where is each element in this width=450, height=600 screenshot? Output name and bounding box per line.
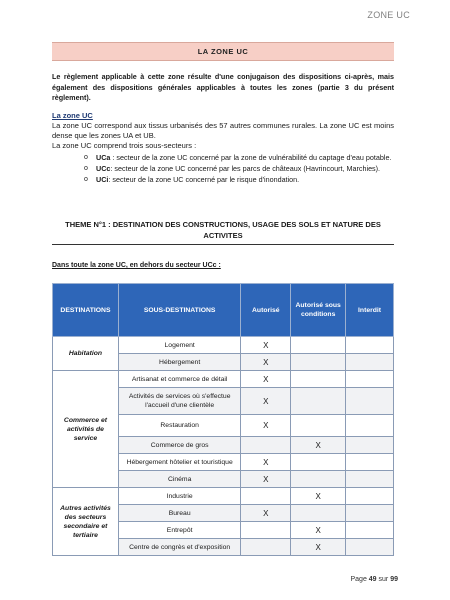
col-interdit: Interdit [346,284,394,337]
conditions-cell: X [291,522,346,539]
autorise-cell: X [241,388,291,415]
conditions-cell: X [291,488,346,505]
conditions-cell [291,388,346,415]
interdit-cell [346,437,394,454]
interdit-cell [346,371,394,388]
interdit-cell [346,505,394,522]
col-autorise: Autorisé [241,284,291,337]
subdestination-cell: Activités de services où s'effectue l'accueil d'une clientèle [118,388,240,415]
table-row [53,371,394,388]
autorise-cell: X [241,354,291,371]
page-number: 49 [368,576,377,583]
autorise-cell: X [241,371,291,388]
subdestination-cell: Cinéma [118,471,240,488]
interdit-cell [346,337,394,354]
intro-paragraph: Le règlement applicable à cette zone résulte d'une conjugaison des dispositions ci-après, mais également des dispositions générales applicables à toutes les zones (partie 3 du présent règlement). [52,72,394,102]
conditions-cell [291,505,346,522]
subsectors-intro: La zone UC comprend trois sous-secteurs : [52,141,197,150]
table-row [53,337,394,354]
table-header-row [53,284,394,337]
interdit-cell [346,388,394,415]
subdestination-cell: Centre de congrès et d'exposition [118,539,240,556]
col-destinations: DESTINATIONS [53,284,119,337]
theme-heading: THEME N°1 : DESTINATION DES CONSTRUCTIONS, USAGE DES SOLS ET NATURE DES ACTIVITES [52,219,394,245]
subdestination-cell: Restauration [118,415,240,437]
zone-title: LA ZONE UC [52,42,394,61]
subdestination-cell: Commerce de gros [118,437,240,454]
interdit-cell [346,454,394,471]
autorise-cell: X [241,471,291,488]
list-item [96,153,396,163]
subsector-code: UCi [96,175,109,184]
subsector-text: : secteur de la zone UC concerné par la zone de vulnérabilité du captage d'eau potable. [110,153,392,162]
running-header: ZONE UC [367,10,410,20]
subdestination-cell: Logement [118,337,240,354]
destination-cell: Habitation [53,337,119,371]
conditions-cell: X [291,437,346,454]
subsector-code: UCc [96,164,111,173]
autorise-cell: X [241,454,291,471]
col-sous-destinations: SOUS-DESTINATIONS [118,284,240,337]
page-total: 99 [390,576,398,583]
subdestination-cell: Hébergement hôtelier et touristique [118,454,240,471]
conditions-cell [291,371,346,388]
subsector-list [96,153,396,186]
section-label: La zone UC [52,111,93,120]
destinations-table [52,283,394,556]
list-item [96,175,396,185]
conditions-cell: X [291,539,346,556]
conditions-cell [291,454,346,471]
footer-middle: sur [376,576,391,583]
section-description [52,121,394,151]
conditions-cell [291,337,346,354]
autorise-cell [241,539,291,556]
list-item [96,164,396,174]
autorise-cell: X [241,505,291,522]
autorise-cell: X [241,415,291,437]
autorise-cell: X [241,337,291,354]
subdestination-cell: Bureau [118,505,240,522]
col-autorise-conditions: Autorisé sous conditions [291,284,346,337]
autorise-cell [241,522,291,539]
destination-cell: Autres activités des secteurs secondaire et tertiaire [53,488,119,556]
subsector-code: UCa [96,153,111,162]
conditions-cell [291,471,346,488]
table-row [53,488,394,505]
section-text: La zone UC correspond aux tissus urbanisés des 57 autres communes rurales. La zone UC est moins dense que les zones UA et UB. [52,121,394,140]
interdit-cell [346,354,394,371]
table-subheading: Dans toute la zone UC, en dehors du secteur UCc : [52,262,221,269]
page-footer [350,576,398,583]
subdestination-cell: Entrepôt [118,522,240,539]
interdit-cell [346,415,394,437]
destination-cell: Commerce et activités de service [53,371,119,488]
interdit-cell [346,539,394,556]
conditions-cell [291,415,346,437]
interdit-cell [346,471,394,488]
autorise-cell [241,437,291,454]
footer-prefix: Page [350,576,369,583]
interdit-cell [346,488,394,505]
subdestination-cell: Hébergement [118,354,240,371]
autorise-cell [241,488,291,505]
interdit-cell [346,522,394,539]
subsector-text: : secteur de la zone UC concerné par le risque d'inondation. [108,175,300,184]
subsector-text: : secteur de la zone UC concerné par les parcs de châteaux (Havrincourt, Marchies). [110,164,381,173]
subdestination-cell: Industrie [118,488,240,505]
conditions-cell [291,354,346,371]
subdestination-cell: Artisanat et commerce de détail [118,371,240,388]
